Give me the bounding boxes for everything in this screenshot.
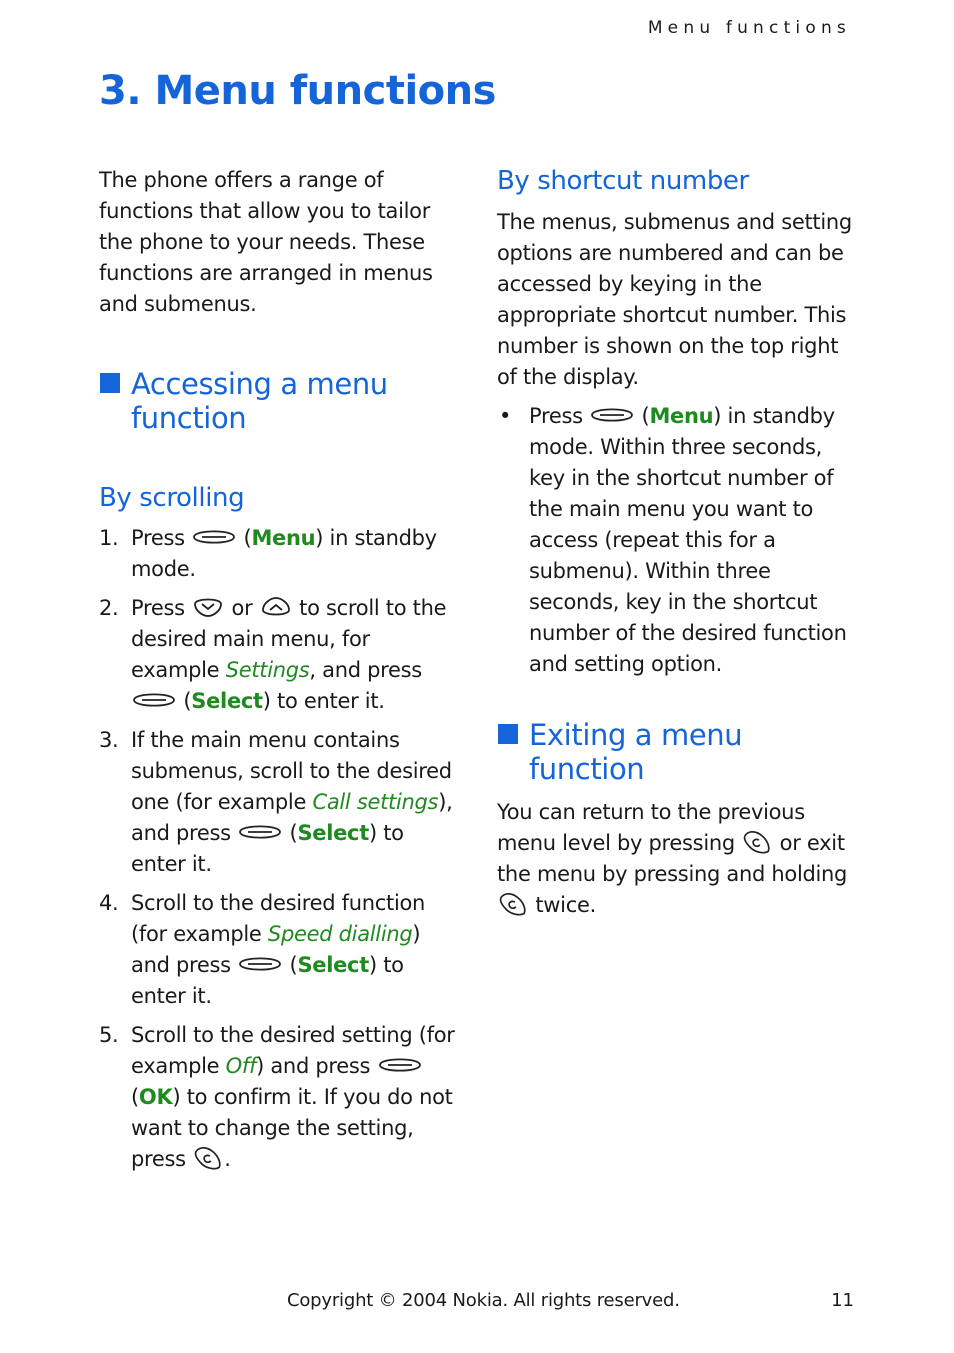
list-item — [99, 523, 459, 585]
exiting-heading-text: Exiting a menu function — [529, 718, 743, 786]
running-head: Menu functions — [647, 18, 851, 38]
step-text: or — [225, 596, 259, 620]
step-number: 1. — [99, 526, 119, 550]
step-text: ) and press — [256, 1054, 377, 1078]
exiting-text: You can return to the previous menu level by pressing — [497, 800, 805, 855]
step-text: ) in standby mode. — [131, 526, 437, 581]
square-bullet-icon — [498, 724, 518, 744]
step-number: 2. — [99, 596, 119, 620]
exiting-text: or exit the menu by pressing and holding — [497, 831, 848, 886]
bullet-text: ( — [635, 404, 650, 428]
list-item — [99, 593, 459, 717]
selection-key-icon — [237, 821, 283, 843]
step-text: ) to confirm it. If you do not want to change the setting, press — [131, 1085, 453, 1171]
step-text: to scroll to the desired main menu, for example — [131, 596, 447, 682]
softkey-label: Select — [297, 953, 369, 977]
step-number: 5. — [99, 1023, 119, 1047]
page-number: 11 — [831, 1290, 854, 1311]
list-item — [497, 401, 859, 680]
step-text: Press — [131, 526, 192, 550]
right-column — [497, 165, 859, 921]
shortcut-paragraph: The menus, submenus and setting options are numbered and can be accessed by keying in the appropriate shortcut number. This number is shown on the top right of the display. — [497, 210, 852, 389]
step-text: ( — [177, 689, 192, 713]
chapter-title: 3. Menu functions — [99, 68, 496, 114]
bullet-text: Press — [529, 404, 590, 428]
step-text: ) to enter it. — [131, 953, 404, 1008]
scroll-up-icon — [259, 596, 293, 618]
softkey-label: Menu — [649, 404, 714, 428]
softkey-label: Menu — [251, 526, 316, 550]
step-text: ) to enter it. — [131, 821, 404, 876]
by-scrolling-heading: By scrolling — [99, 483, 245, 513]
selection-key-icon — [191, 526, 237, 548]
step-text: Press — [131, 596, 192, 620]
step-text: ), and press — [131, 790, 453, 845]
scrolling-steps — [99, 523, 459, 1175]
step-text: ( — [283, 821, 298, 845]
list-item — [99, 725, 459, 880]
exiting-text: twice. — [529, 893, 596, 917]
intro-paragraph: The phone offers a range of functions that allow you to tailor the phone to your needs. These functions are arranged in menus and submenus. — [99, 168, 433, 316]
option-name: Settings — [225, 658, 310, 682]
accessing-heading-text: Accessing a menu function — [131, 367, 388, 435]
by-shortcut-heading: By shortcut number — [497, 166, 749, 196]
selection-key-icon — [589, 404, 635, 426]
step-text: ) and press — [131, 922, 421, 977]
softkey-label: Select — [297, 821, 369, 845]
step-text: , and press — [309, 658, 422, 682]
step-text: ( — [283, 953, 298, 977]
selection-key-icon — [237, 953, 283, 975]
softkey-label: Select — [191, 689, 263, 713]
step-text: ) to enter it. — [262, 689, 385, 713]
step-text: Scroll to the desired function (for example — [131, 891, 426, 946]
option-name: Off — [225, 1054, 257, 1078]
selection-key-icon — [377, 1054, 423, 1076]
scroll-down-icon — [191, 596, 225, 618]
softkey-label: OK — [138, 1085, 173, 1109]
exiting-paragraph — [497, 797, 859, 921]
bullet-text: ) in standby mode. Within three seconds, key in the shortcut number of the main menu you want to access (repeat this for a submenu). Within three seconds, key in the shortcut number of the desired function and setting option. — [529, 404, 847, 676]
clear-key-icon — [497, 890, 529, 918]
shortcut-bullets — [497, 401, 859, 680]
list-item — [99, 888, 459, 1012]
step-text: If the main menu contains submenus, scroll to the desired one (for example — [131, 728, 452, 814]
clear-key-icon — [741, 828, 773, 856]
square-bullet-icon — [100, 373, 120, 393]
step-text: ( — [237, 526, 252, 550]
selection-key-icon — [131, 689, 177, 711]
option-name: Speed dialling — [267, 922, 413, 946]
bullet-icon: • — [499, 404, 512, 428]
exiting-heading — [497, 718, 859, 786]
left-column — [99, 165, 459, 1183]
copyright-footer: Copyright © 2004 Nokia. All rights reserved. — [287, 1290, 680, 1311]
step-text: Scroll to the desired setting (for example — [131, 1023, 455, 1078]
accessing-heading — [99, 367, 459, 435]
option-name: Call settings — [312, 790, 439, 814]
step-number: 4. — [99, 891, 119, 915]
step-text: ( — [131, 1085, 139, 1109]
step-number: 3. — [99, 728, 119, 752]
list-item — [99, 1020, 459, 1175]
step-text: . — [224, 1147, 231, 1171]
clear-key-icon — [192, 1144, 224, 1172]
